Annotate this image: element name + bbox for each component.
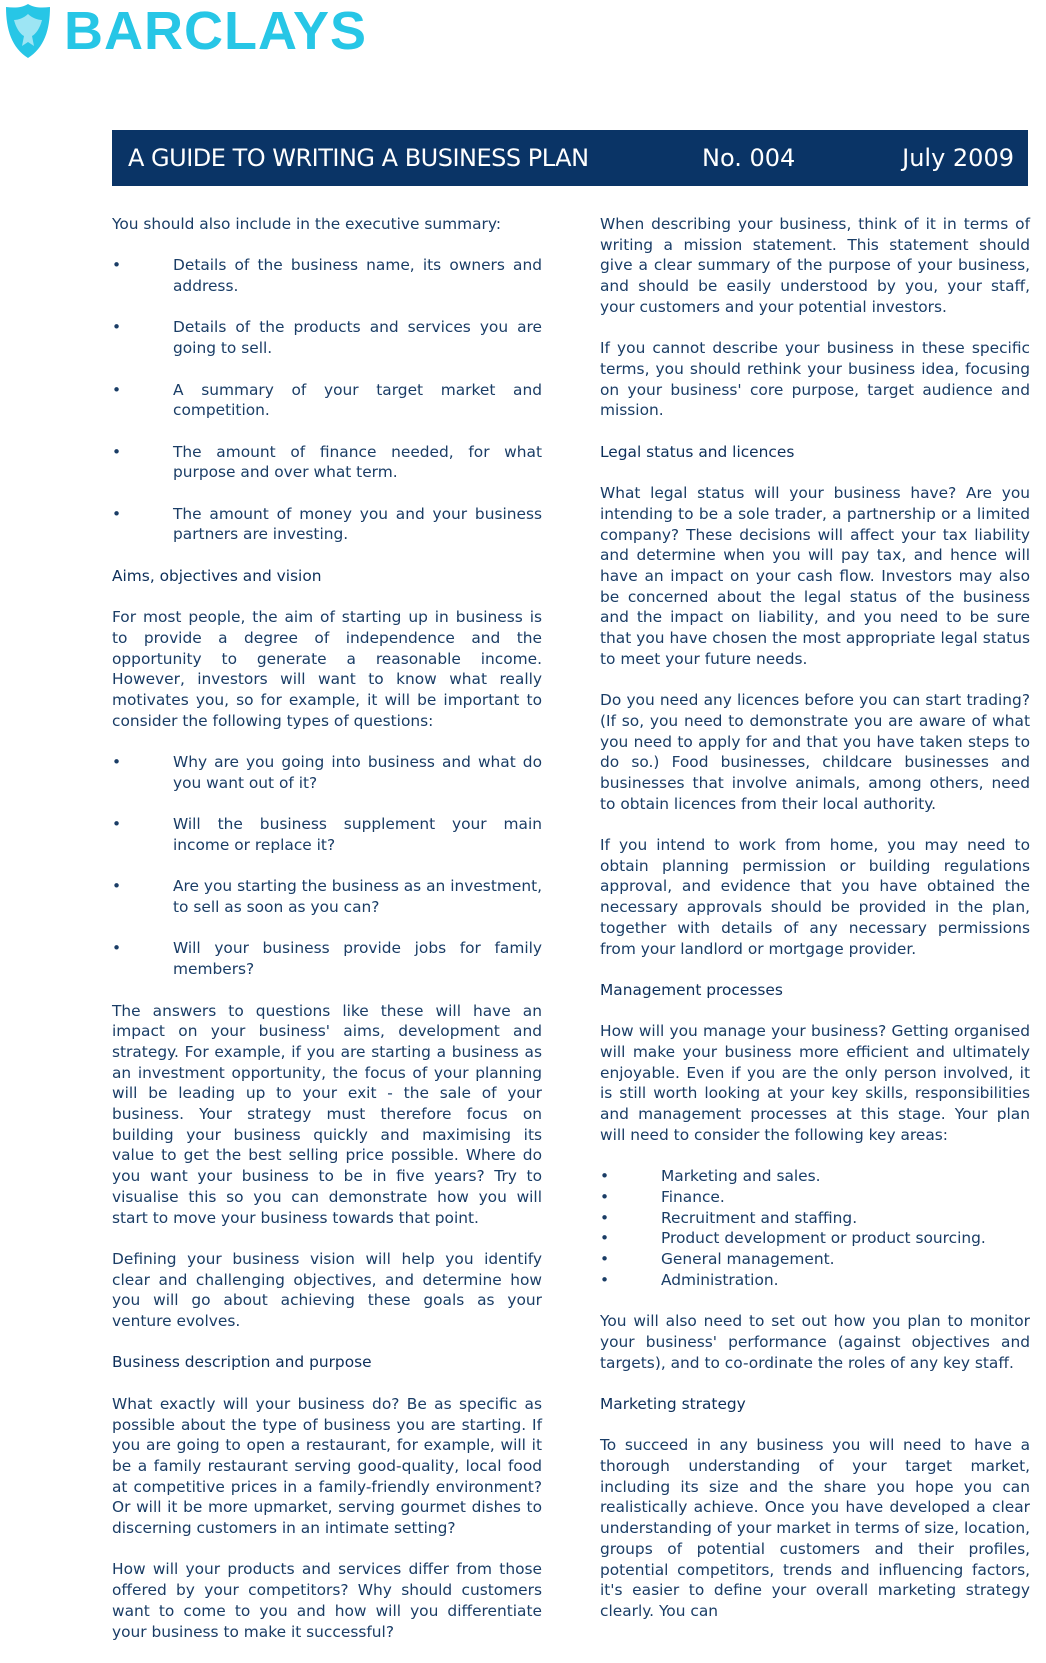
list-item: • Administration.: [600, 1270, 1030, 1291]
list-item: • Will your business provide jobs for family members?: [112, 938, 542, 979]
left-column: [112, 214, 542, 1663]
mission-paragraph: If you cannot describe your business in these specific terms, you should rethink your business idea, focusing on your business' core purpose, target audience and mission.: [600, 339, 1030, 420]
issue-date: July 2009: [902, 144, 1014, 172]
summary-list: [112, 255, 542, 545]
list-item: • Are you starting the business as an investment, to sell as soon as you can?: [112, 876, 542, 917]
guide-title: A GUIDE TO WRITING A BUSINESS PLAN: [128, 144, 589, 172]
questions-list: [112, 752, 542, 980]
list-item: • General management.: [600, 1249, 1030, 1270]
brand-name: BARCLAYS: [64, 1, 368, 61]
summary-intro: You should also include in the executive summary:: [112, 215, 502, 233]
barclays-logo: [2, 2, 367, 60]
marketing-heading: Marketing strategy: [600, 1394, 746, 1413]
legal-paragraph: If you intend to work from home, you may need to obtain planning permission or building regulations approval, and evidence that you have obtained the necessary approvals should be provided in the plan, together with details of any necessary permissions from your landlord or mortgage provider.: [600, 836, 1030, 958]
description-paragraph: How will your products and services differ from those offered by your competitors? Why should customers want to come to you and how will you differentiate your business to make it successful?: [112, 1560, 542, 1641]
list-item: • Details of the products and services you are going to sell.: [112, 317, 542, 358]
description-heading: Business description and purpose: [112, 1353, 372, 1372]
aims-paragraph: For most people, the aim of starting up in business is to provide a degree of independence and the opportunity to generate a reasonable income. However, investors will want to know what really motivates you, so for example, it will be important to consider the following types of questions:: [112, 608, 542, 730]
management-heading: Management processes: [600, 980, 783, 999]
list-item: • Marketing and sales.: [600, 1166, 1030, 1187]
management-paragraph: How will you manage your business? Getting organised will make your business more efficient and ultimately enjoyable. Even if you are the only person involved, it is still worth looking at your key skills, responsibilities and management processes at this stage. Your plan will need to consider the following key areas:: [600, 1022, 1030, 1144]
aims-paragraph: Defining your business vision will help you identify clear and challenging objectives, and determine how you will go about achieving these goals as your venture evolves.: [112, 1249, 542, 1331]
mission-paragraph: When describing your business, think of it in terms of writing a mission statement. This statement should give a clear summary of the purpose of your business, and should be easily understood by you, your staff, your customers and your potential investors.: [600, 215, 1030, 316]
list-item: • The amount of money you and your business partners are investing.: [112, 504, 542, 545]
aims-paragraph: The answers to questions like these will have an impact on your business' aims, development and strategy. For example, if you are starting a business as an investment opportunity, the focus of your planning will be leading up to your exit - the sale of your business. Your strategy must therefore focus on building your business quickly and maximising its value to get the best selling price possible. Where do you want your business to be in five years? Try to visualise this so you can demonstrate how you will start to move your business towards that point.: [112, 1001, 542, 1227]
list-item: • Details of the business name, its owners and address.: [112, 255, 542, 296]
list-item: • Product development or product sourcing.: [600, 1228, 1030, 1249]
list-item: • The amount of finance needed, for what purpose and over what term.: [112, 442, 542, 483]
description-paragraph: What exactly will your business do? Be as specific as possible about the type of business you are starting. If you are going to open a restaurant, for example, will it be a family restaurant serving good-quality, local food at competitive prices in a family-friendly environment? Or will it be more upmarket, serving gourmet dishes to discerning customers in an intimate setting?: [112, 1394, 542, 1538]
key-areas-list: [600, 1166, 1030, 1290]
management-paragraph: You will also need to set out how you plan to monitor your business' performance (against objectives and targets), and to co-ordinate the roles of any key staff.: [600, 1312, 1030, 1372]
legal-paragraph: Do you need any licences before you can start trading? (If so, you need to demonstrate you are aware of what you need to apply for and that you have taken steps to do so.) Food businesses, childcare businesses and businesses that involve animals, among others, need to obtain licences from their local authority.: [600, 691, 1030, 813]
list-item: • Recruitment and staffing.: [600, 1208, 1030, 1229]
list-item: • Finance.: [600, 1187, 1030, 1208]
eagle-shield-icon: [2, 2, 54, 60]
title-banner: [112, 130, 1028, 186]
right-column: [600, 214, 1030, 1642]
legal-heading: Legal status and licences: [600, 442, 795, 461]
aims-heading: Aims, objectives and vision: [112, 566, 322, 585]
legal-paragraph: What legal status will your business have? Are you intending to be a sole trader, a partnership or a limited company? These decisions will affect your tax liability and determine when you will pay tax, and hence will have an impact on your cash flow. Investors may also be concerned about the legal status of the business and the impact on liability, and you need to be sure that you have chosen the most appropriate legal status to meet your future needs.: [600, 484, 1030, 668]
issue-number: No. 004: [702, 144, 796, 172]
list-item: • Will the business supplement your main income or replace it?: [112, 814, 542, 855]
list-item: • A summary of your target market and competition.: [112, 380, 542, 421]
marketing-paragraph: To succeed in any business you will need to have a thorough understanding of your target market, including its size and the share you hope you can realistically achieve. Once you have developed a clear understanding of your market in terms of size, location, groups of potential customers and their profiles, potential competitors, trends and influencing factors, it's easier to define your overall marketing strategy clearly. You can: [600, 1436, 1030, 1620]
list-item: • Why are you going into business and what do you want out of it?: [112, 752, 542, 793]
